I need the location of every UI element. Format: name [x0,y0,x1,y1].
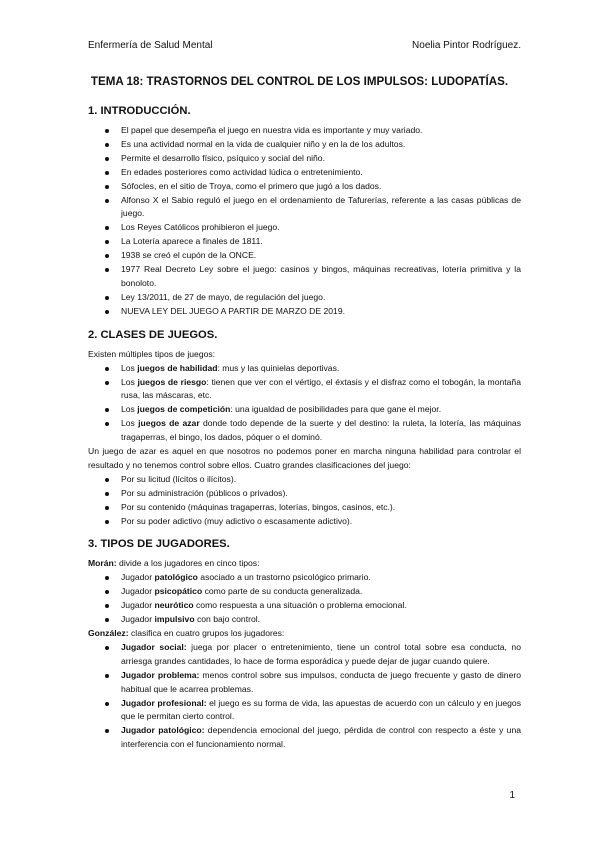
page-number: 1 [509,790,515,801]
list-item: 1938 se creó el cupón de la ONCE. [88,249,521,263]
classification-list [88,473,521,529]
game-types-list [88,362,521,445]
list-item: Jugador problema: menos control sobre sus impulsos, conducta de juego frecuente y gasto de dinero habitual que le acarrea problemas. [88,669,521,697]
list-item: Por su contenido (máquinas tragaperras, loterías, bingos, casinos, etc.). [88,501,521,515]
list-item: 1977 Real Decreto Ley sobre el juego: casinos y bingos, máquinas recreativas, lotería primitiva y la bonoloto. [88,263,521,291]
list-item: Jugador profesional: el juego es su forma de vida, las apuestas de acuerdo con un cálculo y en juegos que le permitan cierto control. [88,697,521,725]
list-item: Los juegos de riesgo: tienen que ver con el vértigo, el éxtasis y el disfraz como el tobogán, la montaña rusa, las máscaras, etc. [88,376,521,404]
list-item: En edades posteriores como actividad lúdica o entretenimiento. [88,166,521,180]
gonzalez-list [88,641,521,752]
section-intro: Existen múltiples tipos de juegos: [88,348,216,359]
list-item: Jugador social: juega por placer o entretenimiento, tiene un control total sobre esa conducta, no arriesga grandes cantidades, lo hace de forma esporádica y puede dejar de jugar cuando quiere. [88,641,521,669]
list-item: Por su licitud (lícitos o ilícitos). [88,473,521,487]
list-item: Jugador patológico: dependencia emocional del juego, pérdida de control con respecto a éste y una interferencia con el funcionamiento normal. [88,724,521,752]
intro-list [88,124,521,319]
list-item: Ley 13/2011, de 27 de mayo, de regulación del juego. [88,291,521,305]
list-item: Jugador psicopático como parte de su conducta generalizada. [88,585,521,599]
section-heading: 2. CLASES DE JUEGOS. [88,328,218,341]
document-body [88,104,521,761]
list-item: Los Reyes Católicos prohibieron el juego. [88,221,521,235]
list-item: Jugador impulsivo con bajo control. [88,613,521,627]
page-title: TEMA 18: TRASTORNOS DEL CONTROL DE LOS IMPULSOS: LUDOPATÍAS. [90,75,509,88]
list-item: La Lotería aparece a finales de 1811. [88,235,521,249]
header-course: Enfermería de Salud Mental [88,40,213,51]
list-item: Por su poder adictivo (muy adictivo o escasamente adictivo). [88,515,521,529]
section-heading: 1. INTRODUCCIÓN. [88,105,191,117]
list-item: Es una actividad normal en la vida de cualquier niño y en la de los adultos. [88,138,521,152]
list-item: Jugador neurótico como respuesta a una situación o problema emocional. [88,599,521,613]
moran-list [88,571,521,627]
list-item: Por su administración (públicos o privados). [88,487,521,501]
section-clases-juegos [88,328,521,529]
moran-intro: Morán: divide a los jugadores en cinco tipos: [88,558,260,569]
list-item: El papel que desempeña el juego en nuestra vida es importante y muy variado. [88,124,521,138]
list-item: Los juegos de azar donde todo depende de la suerte y del destino: la ruleta, la lotería, las máquinas tragaperras, el bingo, los dados, póquer o el dominó. [88,417,521,445]
gonzalez-intro: González: clasifica en cuatro grupos los jugadores: [88,628,285,638]
header-author: Noelia Pintor Rodríguez. [412,40,521,51]
list-item: Jugador patológico asociado a un trastorno psicológico primario. [88,571,521,585]
paragraph: Un juego de azar es aquel en que nosotros no podemos poner en marcha ninguna habilidad para controlar el resultado y no tenemos control sobre ellos. Cuatro grandes clasificaciones del juego: [88,446,521,470]
list-item: Sófocles, en el sitio de Troya, como el primero que jugó a los dados. [88,180,521,194]
list-item: Los juegos de competición: una igualdad de posibilidades para que gane el mejor. [88,403,521,417]
section-tipos-jugadores [88,537,521,752]
list-item: Alfonso X el Sabio reguló el juego en el ordenamiento de Tafurerías, referente a las casas públicas de juego. [88,194,521,222]
section-introduccion [88,104,521,319]
section-heading: 3. TIPOS DE JUGADORES. [88,538,230,551]
list-item: Los juegos de habilidad: mus y las quinielas deportivas. [88,362,521,376]
list-item: NUEVA LEY DEL JUEGO A PARTIR DE MARZO DE 2019. [88,305,521,319]
list-item: Permite el desarrollo físico, psíquico y social del niño. [88,152,521,166]
